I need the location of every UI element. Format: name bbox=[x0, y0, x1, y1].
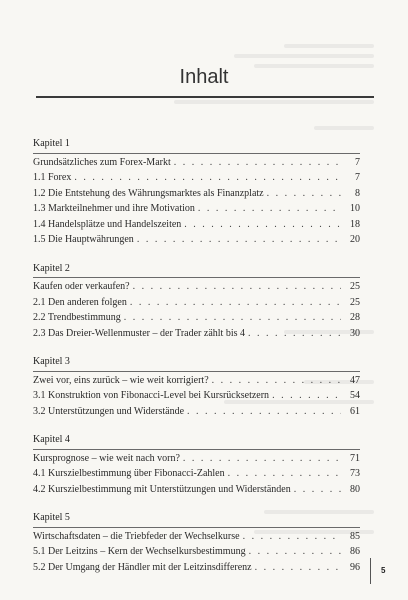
toc-entry-title: 4.1 Kurszielbestimmung über Fibonacci-Zahlen bbox=[33, 468, 225, 479]
toc-entry-title: 2.2 Trendbestimmung bbox=[33, 312, 121, 323]
dot-leader bbox=[249, 544, 341, 560]
chapter-section bbox=[33, 261, 360, 342]
toc-entry-title: 1.5 Die Hauptwährungen bbox=[33, 234, 134, 245]
toc-entry-page: 28 bbox=[350, 312, 360, 323]
chapter-label: Kapitel 5 bbox=[33, 512, 70, 523]
dot-leader bbox=[212, 373, 341, 389]
toc-entry-page: 25 bbox=[350, 296, 360, 308]
chapter-label: Kapitel 3 bbox=[33, 356, 70, 367]
toc-entry[interactable] bbox=[33, 279, 360, 295]
chapter-rule bbox=[33, 153, 360, 154]
toc-entry-title: 1.1 Forex bbox=[33, 172, 72, 183]
toc-entry-page: 47 bbox=[350, 374, 360, 386]
toc-entry[interactable] bbox=[33, 170, 360, 186]
toc-entry[interactable] bbox=[33, 560, 360, 576]
dot-leader bbox=[184, 217, 341, 233]
dot-leader bbox=[130, 295, 341, 311]
toc-entry-page: 7 bbox=[355, 172, 360, 183]
toc-entry-page: 86 bbox=[350, 546, 360, 557]
chapter-rule bbox=[33, 277, 360, 278]
toc-entry[interactable] bbox=[33, 186, 360, 202]
toc-entry[interactable] bbox=[33, 155, 360, 171]
dot-leader bbox=[137, 232, 341, 248]
chapter-label: Kapitel 2 bbox=[33, 262, 70, 274]
chapter-section bbox=[33, 136, 360, 248]
chapter-label: Kapitel 4 bbox=[33, 434, 70, 445]
toc-entry[interactable] bbox=[33, 388, 360, 404]
toc-entry-title: 5.1 Der Leitzins – Kern der Wechselkursbestimmung bbox=[33, 546, 246, 557]
toc-entry[interactable] bbox=[33, 295, 360, 311]
dot-leader bbox=[294, 482, 341, 498]
toc-entry[interactable] bbox=[33, 451, 360, 467]
dot-leader bbox=[267, 186, 341, 202]
dot-leader bbox=[74, 170, 341, 186]
toc-entry-title: 1.2 Die Entstehung des Währungsmarktes als Finanzplatz bbox=[33, 187, 264, 199]
chapter-rule bbox=[33, 371, 360, 372]
dot-leader bbox=[228, 466, 341, 482]
dot-leader bbox=[133, 279, 341, 295]
toc-entry-page: 85 bbox=[350, 530, 360, 542]
toc-entry[interactable] bbox=[33, 466, 360, 482]
toc-entry[interactable] bbox=[33, 482, 360, 498]
dot-leader bbox=[174, 155, 341, 171]
toc-entry-page: 96 bbox=[350, 561, 360, 573]
toc-entry-page: 30 bbox=[350, 327, 360, 339]
toc-entry-title: 3.1 Konstruktion von Fibonacci-Level bei Kursrücksetzern bbox=[33, 390, 270, 401]
toc-entry-page: 61 bbox=[350, 405, 360, 417]
toc-entry[interactable] bbox=[33, 232, 360, 248]
toc-entry-page: 7 bbox=[355, 156, 360, 168]
toc-entry[interactable] bbox=[33, 544, 360, 560]
toc-entry[interactable] bbox=[33, 373, 360, 389]
page-number: 5 bbox=[381, 566, 386, 575]
toc-entry-page: 25 bbox=[350, 281, 360, 292]
toc-entry-page: 20 bbox=[350, 234, 360, 245]
title-rule bbox=[36, 96, 374, 98]
toc-entry-page: 80 bbox=[350, 483, 360, 495]
dot-leader bbox=[272, 388, 341, 404]
toc-entry[interactable] bbox=[33, 310, 360, 326]
table-of-contents bbox=[33, 136, 360, 588]
toc-entry-page: 8 bbox=[355, 187, 360, 199]
toc-entry-title: 5.2 Der Umgang der Händler mit der Leitzinsdifferenz bbox=[33, 561, 252, 573]
toc-entry-title: Wirtschaftsdaten – die Triebfeder der Wechselkurse bbox=[33, 530, 240, 542]
toc-entry[interactable] bbox=[33, 404, 360, 420]
dot-leader bbox=[255, 560, 341, 576]
toc-entry-page: 10 bbox=[350, 203, 360, 214]
chapter-label: Kapitel 1 bbox=[33, 138, 70, 149]
page-number-divider bbox=[370, 558, 371, 584]
toc-entry-title: 4.2 Kurszielbestimmung mit Unterstützungen und Widerständen bbox=[33, 483, 291, 495]
dot-leader bbox=[243, 529, 341, 545]
toc-entry-title: 1.4 Handelsplätze und Handelszeiten bbox=[33, 218, 182, 230]
toc-entry[interactable] bbox=[33, 201, 360, 217]
toc-entry[interactable] bbox=[33, 326, 360, 342]
toc-entry-title: 1.3 Markteilnehmer und ihre Motivation bbox=[33, 203, 195, 214]
toc-entry-title: Kursprognose – wie weit nach vorn? bbox=[33, 452, 180, 464]
page-title: Inhalt bbox=[179, 66, 229, 88]
toc-entry-page: 73 bbox=[350, 468, 360, 479]
chapter-section bbox=[33, 510, 360, 575]
toc-entry[interactable] bbox=[33, 529, 360, 545]
toc-entry-title: Zwei vor, eins zurück – wie weit korrigiert? bbox=[33, 374, 209, 386]
dot-leader bbox=[198, 201, 341, 217]
chapter-rule bbox=[33, 449, 360, 450]
dot-leader bbox=[124, 310, 341, 326]
toc-entry-page: 18 bbox=[350, 218, 360, 230]
toc-entry-title: 3.2 Unterstützungen und Widerstände bbox=[33, 405, 185, 417]
toc-entry-page: 54 bbox=[350, 390, 360, 401]
dot-leader bbox=[183, 451, 341, 467]
toc-entry-page: 71 bbox=[350, 452, 360, 464]
dot-leader bbox=[248, 326, 341, 342]
chapter-rule bbox=[33, 527, 360, 528]
toc-entry-title: Kaufen oder verkaufen? bbox=[33, 281, 130, 292]
toc-entry-title: 2.1 Den anderen folgen bbox=[33, 296, 127, 308]
toc-entry[interactable] bbox=[33, 217, 360, 233]
chapter-section bbox=[33, 354, 360, 419]
chapter-section bbox=[33, 432, 360, 497]
dot-leader bbox=[187, 404, 341, 420]
toc-entry-title: 2.3 Das Dreier-Wellenmuster – der Trader zählt bis 4 bbox=[33, 327, 245, 339]
toc-entry-title: Grundsätzliches zum Forex-Markt bbox=[33, 156, 171, 168]
